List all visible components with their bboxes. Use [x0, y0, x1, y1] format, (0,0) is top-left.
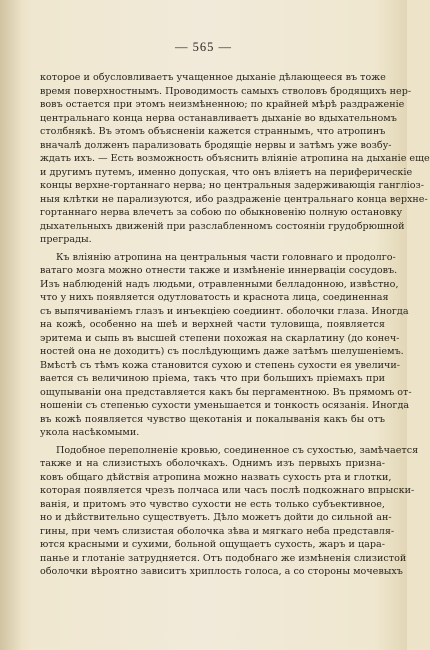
text-line: ощупываніи она представляется какъ бы пергаментною. Въ прямомъ от- — [40, 386, 412, 398]
text-line: съ выпячиваніемъ глазъ и инъекціею соедиинт. оболочки глаза. Иногда — [40, 305, 409, 317]
text-line: ностей она не доходитъ) съ послѣдующимъ даже затѣмъ шелушеніемъ. — [40, 346, 404, 357]
text-line: гортаннаго нерва влечетъ за собою по обыкновенію полную остановку — [40, 207, 403, 218]
text-line: въ кожѣ появляется чувство щекотанія и покалыванія какъ бы отъ — [40, 413, 385, 425]
text-line: ватаго мозга можно отнести также и измѣненіе иннерваціи сосудовъ. — [40, 265, 398, 276]
text-line: Подобное переполненіе кровью, соединенное съ сухостью, замѣчается — [56, 444, 419, 456]
text-line: центральнаго конца нерва останавливаетъ дыханіе во вдыхательномъ — [40, 112, 397, 124]
text-line: ношеніи съ степенью сухости уменьшается и тонкость осязанія. Иногда — [40, 400, 410, 411]
text-line: на кожѣ, особенно на шеѣ и верхней части туловища, появляется — [40, 319, 385, 330]
page-edge-shadow — [0, 0, 22, 650]
text-line: гины, при чемъ слизистая оболочка зѣва и мягкаго неба представля- — [40, 525, 395, 537]
text-line: что у нихъ появляется одутловатость и краснота лица, соединенная — [40, 292, 389, 303]
text-line: ныя клѣтки не парализуются, ибо раздраженіе центральнаго конца верхне- — [40, 193, 428, 205]
text-line: ванія, и притомъ это чувство сухости не есть только субъективное, — [40, 498, 385, 510]
text-line: дыхательныхъ движеній при разслабленномъ состояніи грудобрюшной — [40, 220, 405, 232]
text-line: столбнякѣ. Въ этомъ объясненіи кажется страннымъ, что атропинъ — [40, 126, 386, 137]
text-line: ждать ихъ. — Есть возможность объяснить вліяніе атропина на дыханіе еще — [40, 153, 430, 164]
text-line: ковъ общаго дѣйствія атропина можно назвать сухость рта и глотки, — [40, 471, 392, 483]
text-line: вовъ остается при этомъ неизмѣненною; по крайней мѣрѣ раздраженіе — [40, 99, 405, 110]
text-line: ются красными и сухими, больной ощущаетъ сухость, жаръ и цара- — [40, 539, 385, 550]
text-line: которое и обусловливаетъ учащенное дыханіе дѣлающееся въ тоже — [40, 72, 386, 83]
text-line: также и на слизистыхъ оболочкахъ. Однимъ изъ первыхъ призна- — [40, 458, 385, 469]
text-line: вается съ величиною пріема, такъ что при большихъ пріемахъ при — [40, 373, 385, 384]
text-line: эритема и сыпь въ высшей степени похожая на скарлатину (до конеч- — [40, 332, 400, 344]
body-text — [40, 71, 430, 579]
text-line: время поверхностнымъ. Проводимость самыхъ стволовъ бродящихъ нер- — [40, 85, 412, 97]
text-line: Къ вліянію атропина на центральныя части головнаго и продолго- — [56, 251, 396, 263]
text-line: и другимъ путемъ, именно допуская, что онъ вліяетъ на периферическіе — [40, 166, 413, 178]
text-line: укола насѣкомыми. — [40, 427, 140, 438]
page-number: — 565 — — [175, 40, 232, 54]
text-line: панье и глотаніе затрудняется. Отъ подобнаго же измѣненія слизистой — [40, 552, 407, 564]
text-line: но и дѣйствительно существуетъ. Дѣло можетъ дойти до сильной ан- — [40, 512, 392, 523]
text-line: оболочки вѣроятно зависитъ хриплость голоса, а со стороны мочевыхъ — [40, 566, 403, 577]
text-line: концы верхне-гортаннаго нерва; но центральныя задерживающія гангліоз- — [40, 180, 425, 191]
text-line: Изъ наблюденій надъ людьми, отравленными белладонною, извѣстно, — [40, 278, 399, 290]
text-line: вначалѣ долженъ парализовать бродящіе нервы и затѣмъ уже возбу- — [40, 139, 392, 151]
text-line: преграды. — [40, 234, 92, 245]
text-line: которая появляется чрезъ полчаса или часъ послѣ подкожнаго впрыски- — [40, 485, 415, 496]
text-line: Вмѣстѣ съ тѣмъ кожа становится сухою и степень сухости ея увеличи- — [40, 359, 401, 371]
